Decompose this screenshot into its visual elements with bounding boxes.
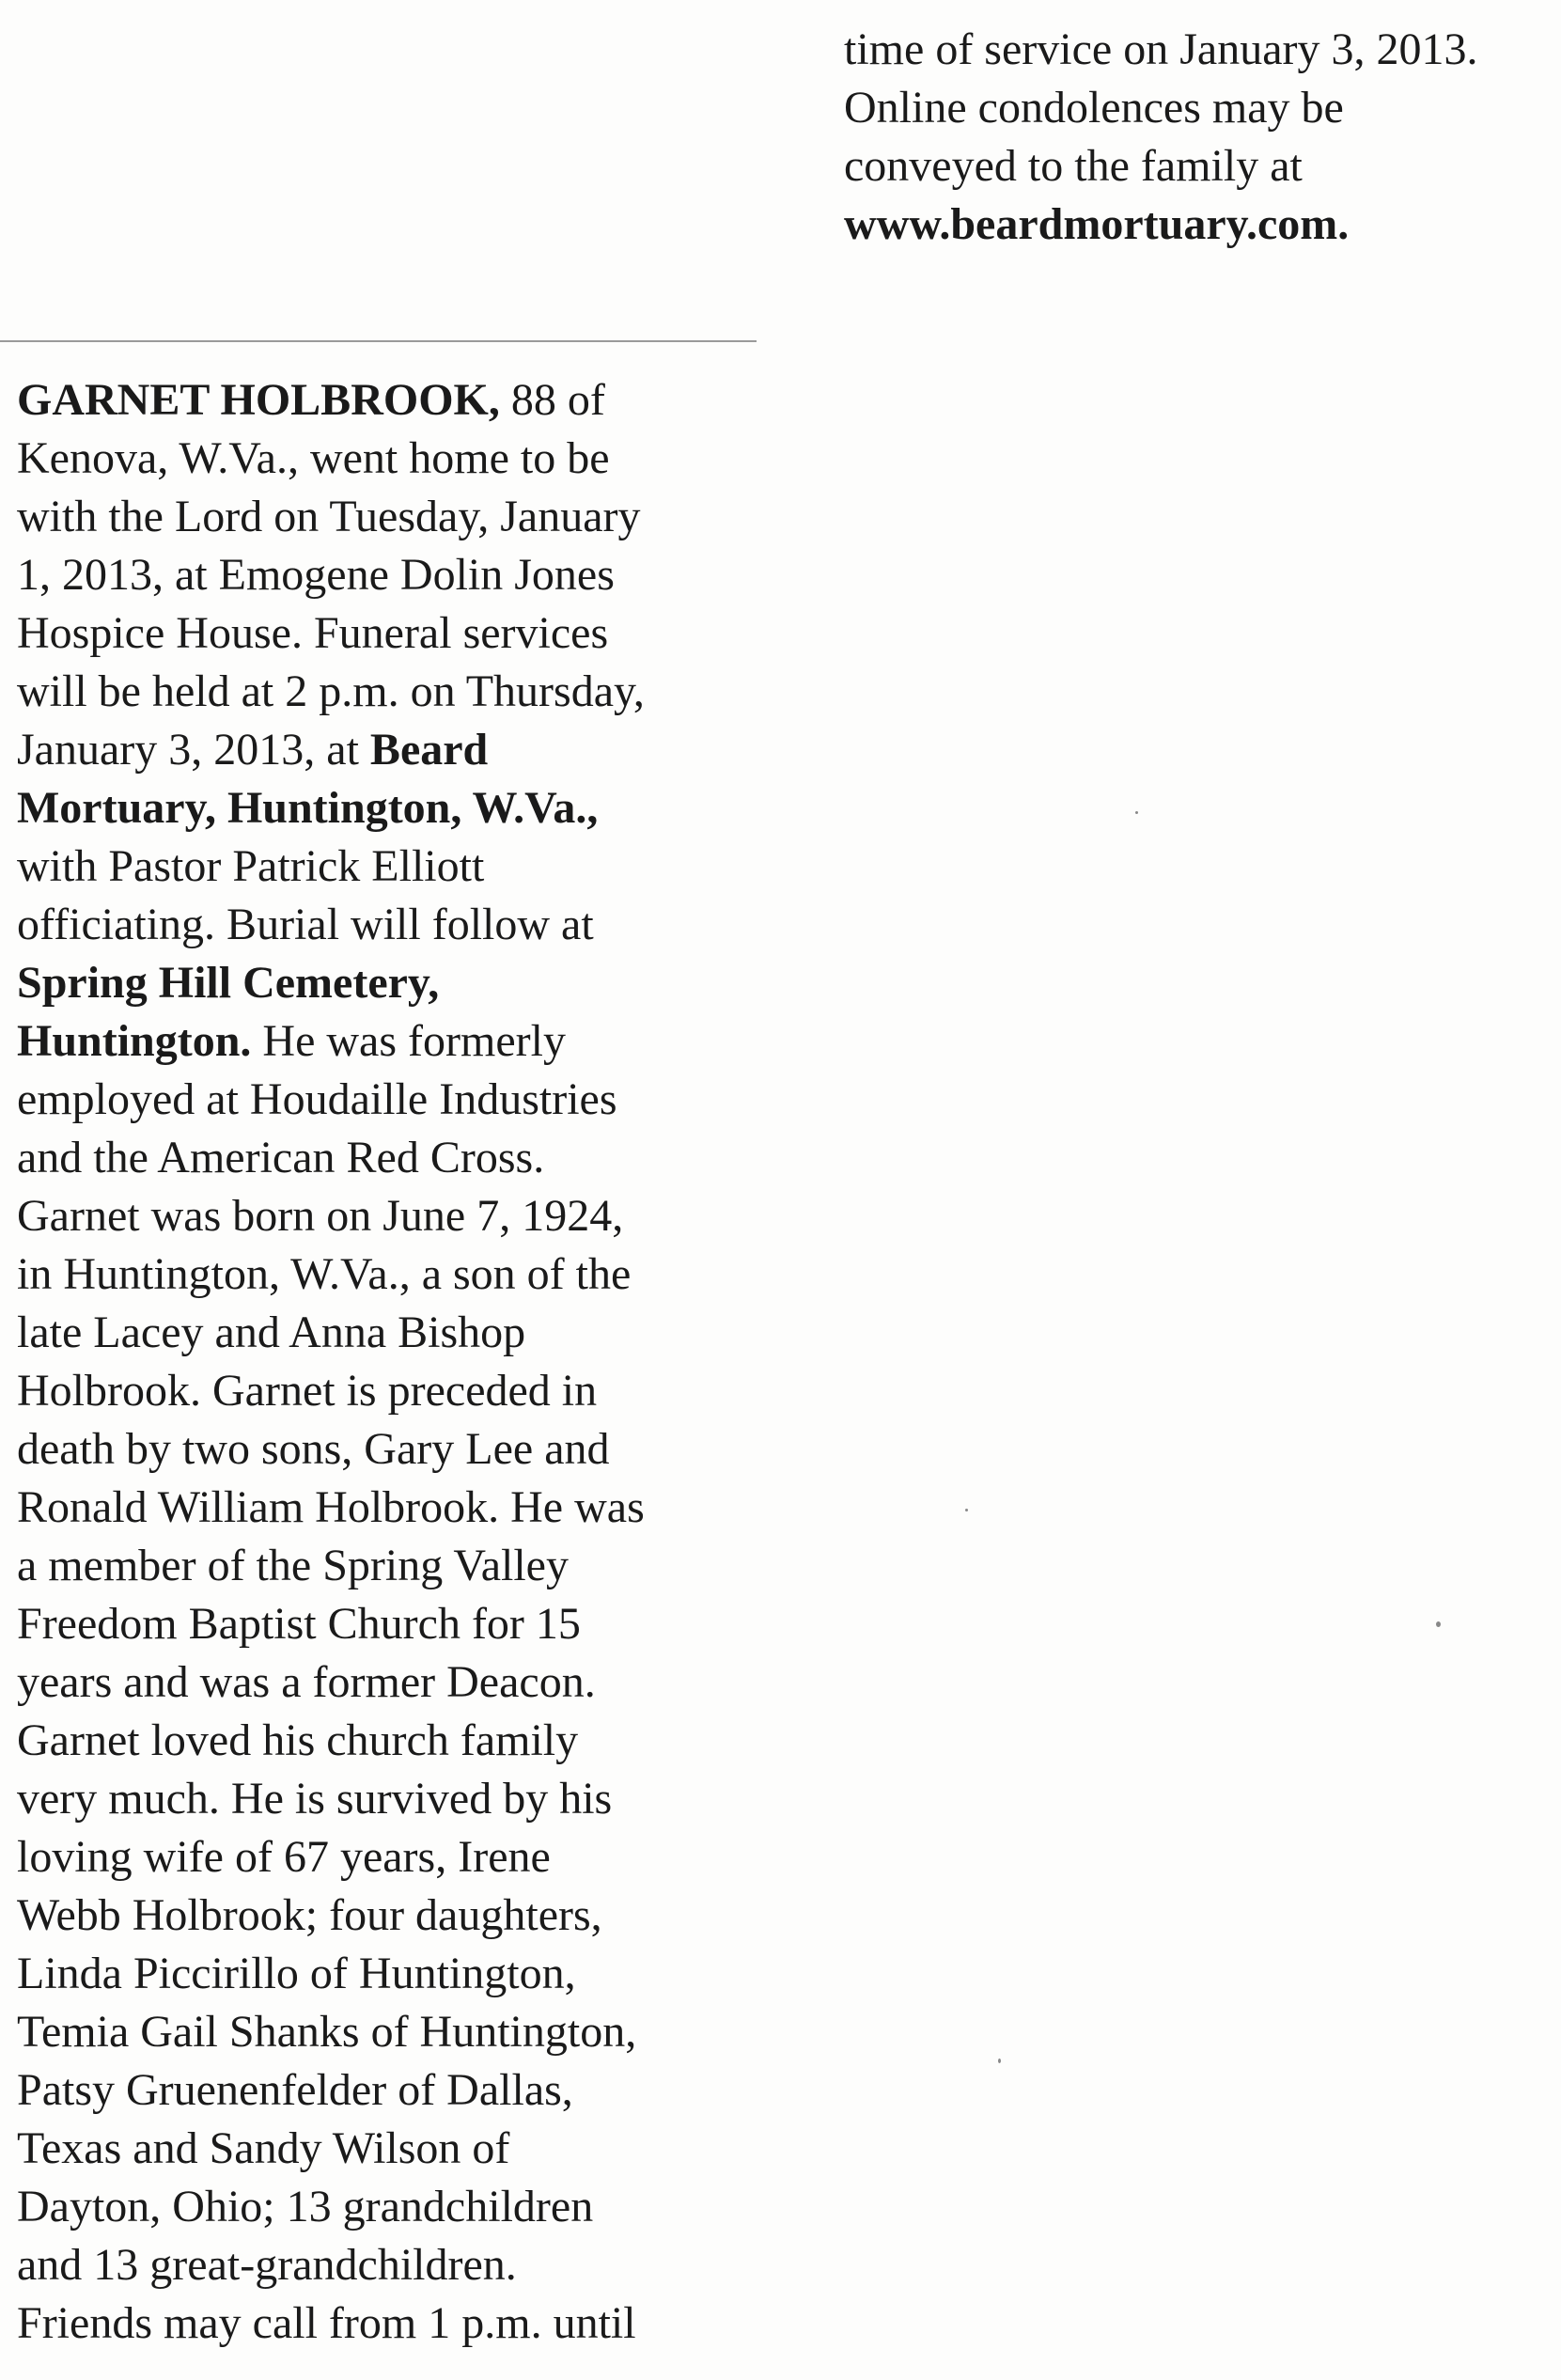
cemetery-name: Spring Hill Cemetery, bbox=[17, 958, 440, 1008]
scan-speck bbox=[1436, 1621, 1441, 1627]
obituary-line: Garnet was born on June 7, 1924, bbox=[17, 1191, 624, 1241]
obituary-line: very much. He is survived by his bbox=[17, 1774, 613, 1824]
obituary-line: Dayton, Ohio; 13 grandchildren bbox=[17, 2182, 594, 2231]
obituary-line: Holbrook. Garnet is preceded in bbox=[17, 1366, 598, 1416]
obituary-garnet-holbrook bbox=[17, 371, 750, 2353]
obituary-line: in Huntington, W.Va., a son of the bbox=[17, 1249, 632, 1299]
obituary-line: and 13 great-grandchildren. bbox=[17, 2240, 517, 2290]
obituary-line: years and was a former Deacon. bbox=[17, 1657, 596, 1707]
obituary-line: Friends may call from 1 p.m. until bbox=[17, 2298, 636, 2348]
obituary-line: a member of the Spring Valley bbox=[17, 1541, 569, 1590]
obituary-line: with Pastor Patrick Elliott bbox=[17, 841, 485, 891]
obituary-line: Garnet loved his church family bbox=[17, 1715, 579, 1765]
obituary-line bbox=[17, 1012, 750, 1071]
obituary-text: 88 of bbox=[499, 375, 605, 425]
obituary-line: officiating. Burial will follow at bbox=[17, 900, 594, 949]
obituary-line: Freedom Baptist Church for 15 bbox=[17, 1599, 581, 1649]
obituary-continuation-column bbox=[844, 21, 1558, 254]
obituary-line: and the American Red Cross. bbox=[17, 1133, 545, 1182]
obituary-line bbox=[17, 721, 750, 779]
obituary-line: with the Lord on Tuesday, January bbox=[17, 492, 641, 541]
obituary-line: Linda Piccirillo of Huntington, bbox=[17, 1949, 576, 1998]
obituary-text: January 3, 2013, at bbox=[17, 725, 370, 775]
obituary-line: Hospice House. Funeral services bbox=[17, 608, 609, 658]
funeral-home-name: Beard bbox=[369, 725, 489, 775]
continuation-line: time of service on January 3, 2013. bbox=[844, 24, 1478, 74]
obituary-line: Patsy Gruenenfelder of Dallas, bbox=[17, 2065, 573, 2115]
obituary-text: He was formerly bbox=[251, 1016, 566, 1066]
obituary-line bbox=[17, 371, 750, 430]
obituary-line: death by two sons, Gary Lee and bbox=[17, 1424, 610, 1474]
continuation-line: Online condolences may be bbox=[844, 83, 1344, 133]
deceased-name: GARNET HOLBROOK, bbox=[17, 375, 500, 425]
cemetery-location: Huntington. bbox=[17, 1016, 252, 1066]
obituary-line: 1, 2013, at Emogene Dolin Jones bbox=[17, 550, 615, 600]
funeral-home-location: Mortuary, Huntington, W.Va., bbox=[17, 783, 599, 833]
scan-speck bbox=[1135, 811, 1138, 814]
obituary-line: Webb Holbrook; four daughters, bbox=[17, 1890, 602, 1940]
obituary-line: late Lacey and Anna Bishop bbox=[17, 1307, 526, 1357]
scan-speck bbox=[965, 1509, 968, 1511]
obituary-line: Temia Gail Shanks of Huntington, bbox=[17, 2007, 637, 2057]
column-divider-rule bbox=[0, 340, 757, 342]
obituary-line: Texas and Sandy Wilson of bbox=[17, 2123, 510, 2173]
mortuary-website: www.beardmortuary.com. bbox=[844, 199, 1350, 249]
continuation-line: conveyed to the family at bbox=[844, 141, 1303, 191]
scan-speck bbox=[998, 2059, 1001, 2063]
obituary-line: will be held at 2 p.m. on Thursday, bbox=[17, 666, 645, 716]
obituary-line: Ronald William Holbrook. He was bbox=[17, 1482, 645, 1532]
obituary-line: Kenova, W.Va., went home to be bbox=[17, 433, 610, 483]
obituary-line: loving wife of 67 years, Irene bbox=[17, 1832, 551, 1882]
obituary-line: employed at Houdaille Industries bbox=[17, 1074, 617, 1124]
